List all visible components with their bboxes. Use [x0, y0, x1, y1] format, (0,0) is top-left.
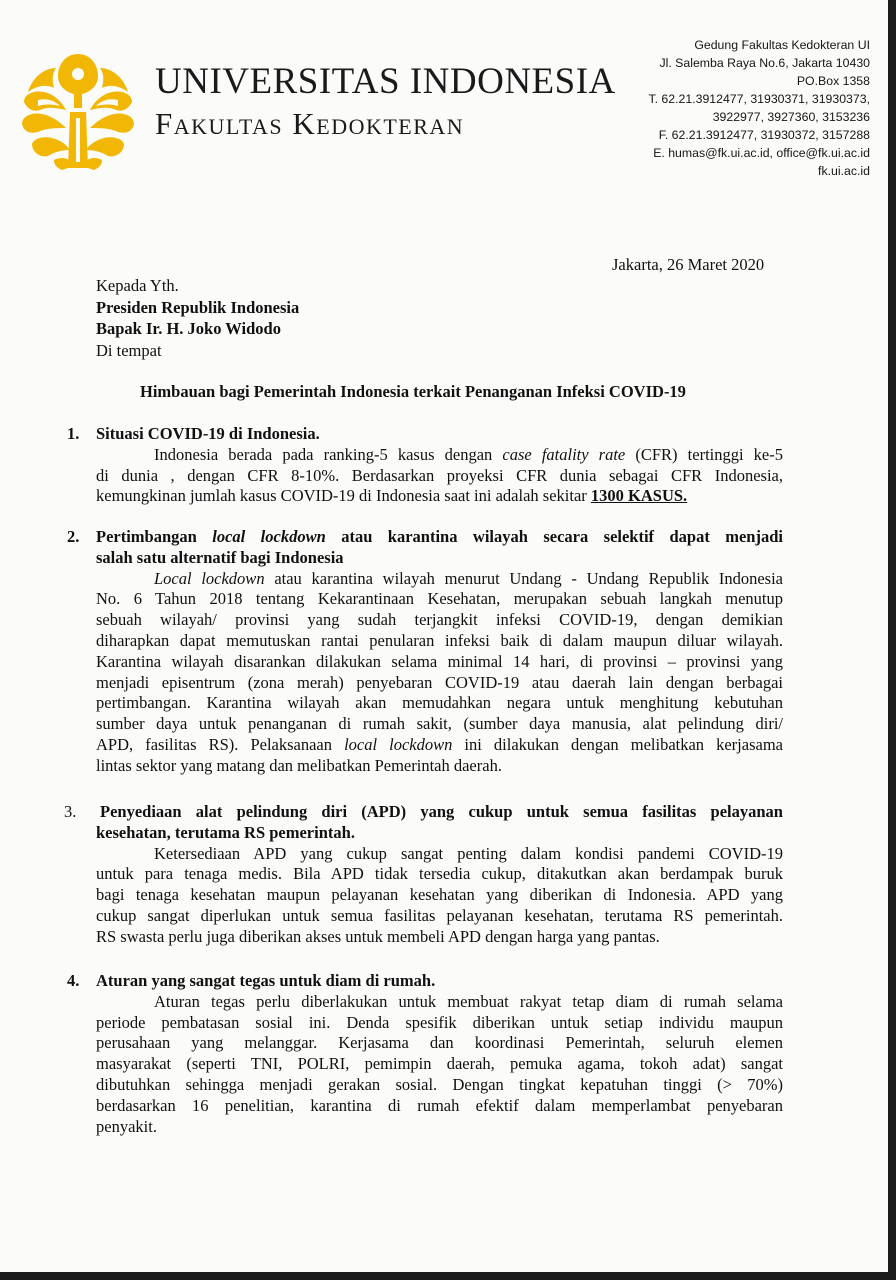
paragraph-line: sumber daya untuk penanganan di rumah sakit, (sumber daya manusia, alat pelindung diri/ [96, 714, 783, 734]
salutation: Kepada Yth. [96, 276, 179, 295]
paragraph-line: untuk para tenaga medis. Bila APD tidak tersedia cukup, ditakutkan akan berdampak buruk [96, 864, 783, 884]
faculty-name: Fakultas Kedokteran [155, 106, 465, 141]
section-heading: Situasi COVID-19 di Indonesia. [96, 424, 320, 443]
paragraph-line: perusahaan yang melanggar. Kerjasama dan koordinasi Pemerintah, seluruh elemen [96, 1033, 783, 1053]
recipient-title: Presiden Republik Indonesia [96, 297, 300, 317]
contact-line: fk.ui.ac.id [818, 164, 870, 178]
letter-date: Jakarta, 26 Maret 2020 [612, 255, 765, 274]
section-number: 4. [67, 971, 80, 990]
paragraph-line: sebuah wilayah/ provinsi yang sudah terjangkit infeksi COVID-19, dengan demikian [96, 610, 783, 630]
paragraph-line: RS swasta perlu juga diberikan akses untuk membeli APD dengan harga yang pantas. [96, 926, 660, 946]
paragraph-line: diharapkan dapat memutuskan rantai penularan infeksi baik di dalam maupun diluar wilayah. [96, 630, 783, 650]
scan-border [888, 0, 896, 1280]
contact-line: E. humas@fk.ui.ac.id, office@fk.ui.ac.id [653, 146, 870, 160]
section-number: 3. [64, 802, 77, 821]
paragraph-line: kemungkinan jumlah kasus COVID-19 di Indonesia saat ini adalah sekitar 1300 KASUS. [96, 486, 688, 506]
paragraph-line: lintas sektor yang matang dan melibatkan Pemerintah daerah. [96, 755, 502, 775]
paragraph-line: berdasarkan 16 penelitian, karantina di rumah efektif dalam memperlambat penyebaran [96, 1095, 783, 1115]
section-heading: Pertimbangan local lockdown atau karantina wilayah secara selektif dapat menjadi [96, 527, 783, 546]
paragraph-line: Aturan tegas perlu diberlakukan untuk membuat rakyat tetap diam di rumah selama [154, 991, 783, 1011]
paragraph-line: Karantina wilayah disarankan dilakukan selama minimal 14 hari, di provinsi – provinsi yang [96, 651, 783, 671]
paragraph-line: Indonesia berada pada ranking-5 kasus dengan case fatality rate (CFR) tertinggi ke-5 [154, 444, 783, 464]
scan-border [0, 1272, 896, 1280]
contact-line: T. 62.21.3912477, 31930371, 31930373, [648, 92, 870, 106]
recipient-name: Bapak Ir. H. Joko Widodo [96, 319, 281, 338]
contact-line: Jl. Salemba Raya No.6, Jakarta 10430 [659, 56, 870, 70]
letter-subject: Himbauan bagi Pemerintah Indonesia terkait Penanganan Infeksi COVID-19 [140, 382, 686, 401]
paragraph-line: No. 6 Tahun 2018 tentang Kekarantinaan Kesehatan, merupakan sebuah langkah menutup [96, 589, 783, 609]
paragraph-line: cukup sangat diperlukan untuk semua fasilitas pelayanan kesehatan, terutama RS pemerintah. [96, 905, 783, 925]
paragraph-line: di dunia , dengan CFR 8-10%. Berdasarkan proyeksi CFR dunia sebagai CFR Indonesia, [96, 465, 783, 485]
section-heading: salah satu alternatif bagi Indonesia [96, 547, 344, 567]
recipient-block [96, 275, 299, 361]
paragraph-line: Local lockdown atau karantina wilayah menurut Undang - Undang Republik Indonesia [154, 568, 783, 588]
section-heading: kesehatan, terutama RS pemerintah. [96, 822, 355, 842]
paragraph-line: penyakit. [96, 1116, 157, 1136]
section-2 [96, 527, 783, 777]
paragraph-line: dibutuhkan sehingga menjadi gerakan sosial. Dengan tingkat kepatuhan tinggi (> 70%) [96, 1074, 783, 1094]
contact-line: PO.Box 1358 [796, 74, 870, 88]
university-name: UNIVERSITAS INDONESIA [155, 61, 616, 102]
contact-block [648, 36, 870, 180]
paragraph-line: periode pembatasan sosial ini. Denda spesifik diberikan untuk setiap individu maupun [96, 1012, 783, 1032]
contact-line: Gedung Fakultas Kedokteran UI [694, 38, 870, 52]
section-4 [96, 971, 783, 1137]
recipient-place: Di tempat [96, 340, 162, 360]
paragraph-line: masyarakat (seperti TNI, POLRI, pemimpin daerah, pemuka agama, tokoh adat) sangat [96, 1054, 783, 1074]
university-logo-icon [18, 48, 138, 174]
case-count: 1300 KASUS. [590, 486, 688, 506]
paragraph-line: APD, fasilitas RS). Pelaksanaan local lockdown ini dilakukan dengan melibatkan kerjasama [96, 734, 783, 754]
paragraph-line: Ketersediaan APD yang cukup sangat penting dalam kondisi pandemi COVID-19 [154, 843, 783, 863]
section-3 [96, 802, 783, 948]
contact-line: F. 62.21.3912477, 31930372, 3157288 [658, 128, 870, 142]
section-1 [96, 424, 783, 507]
section-number: 2. [67, 527, 80, 546]
paragraph-line: pertimbangan. Karantina wilayah akan memudahkan negara untuk menghitung kebutuhan [96, 693, 783, 713]
paragraph-line: bagi tenaga kesehatan maupun pelayanan kesehatan yang diberikan di Indonesia. APD yang [96, 885, 783, 905]
section-heading: Aturan yang sangat tegas untuk diam di rumah. [96, 971, 436, 990]
paragraph-line: menjadi episentrum (zona merah) penyebaran COVID-19 atau daerah lain dengan berbagai [96, 672, 783, 692]
contact-line: 3922977, 3927360, 3153236 [712, 110, 870, 124]
section-heading: Penyediaan alat pelindung diri (APD) yang cukup untuk semua fasilitas pelayanan [100, 802, 783, 821]
section-number: 1. [67, 424, 80, 443]
